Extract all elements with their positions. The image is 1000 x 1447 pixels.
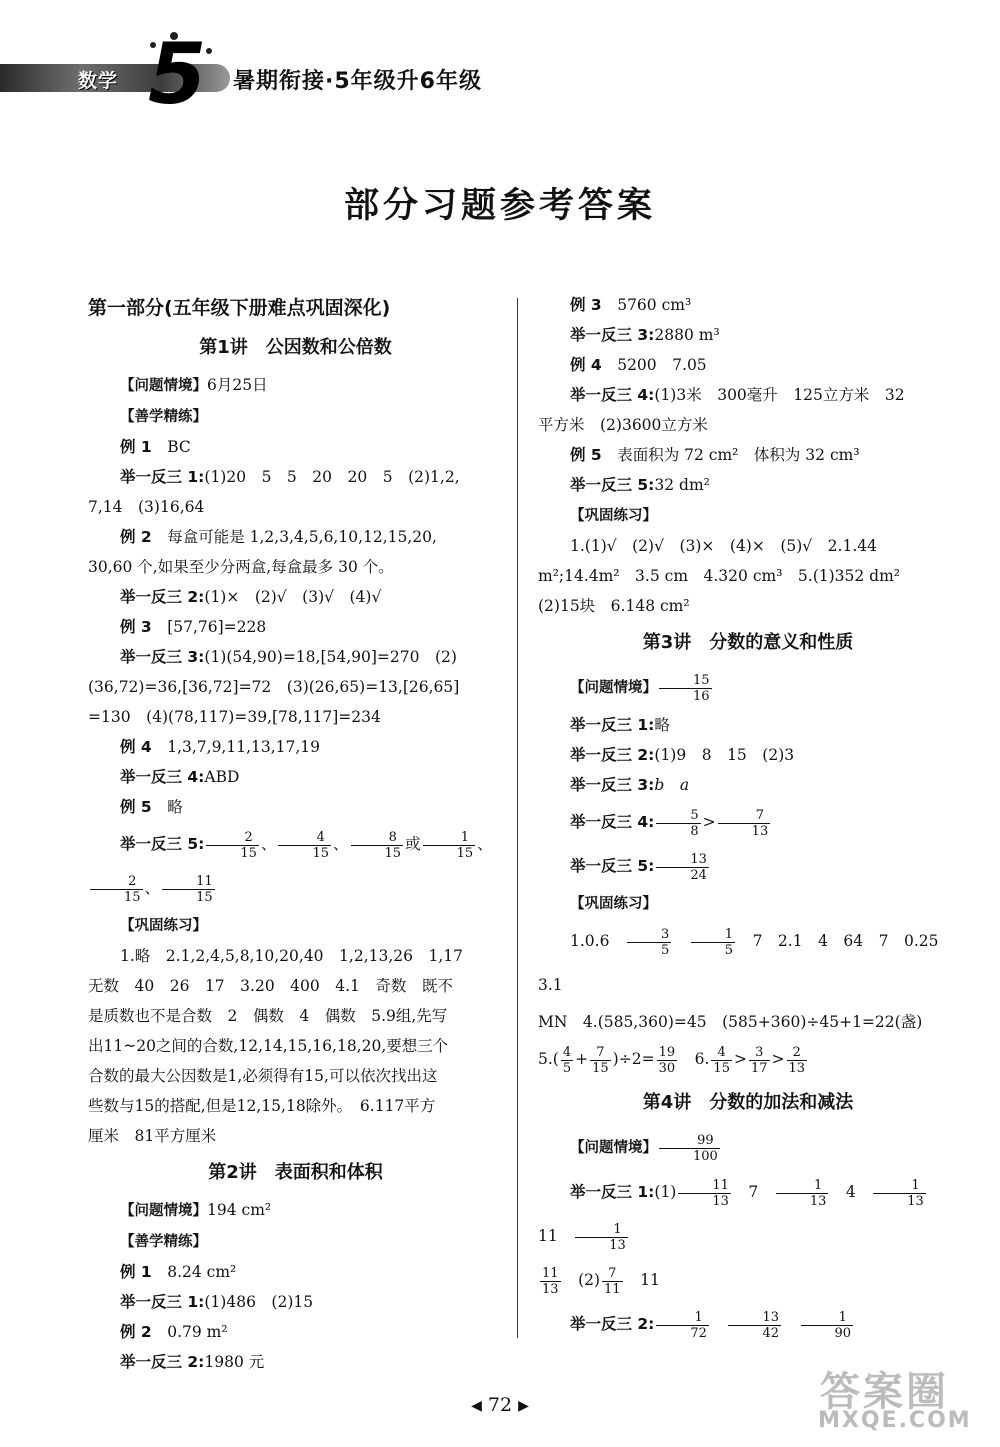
label: 举一反三 3:	[570, 326, 655, 344]
tag: 【巩固练习】	[570, 508, 657, 524]
l2-review-line: (2)15块 6.148 cm²	[538, 597, 690, 615]
triangle-left-icon: ◀	[471, 1398, 482, 1414]
answer: 略	[167, 798, 183, 816]
fraction: $\frac{3}{5}$	[627, 927, 671, 958]
l1-yfs-3-cont: =130 (4)(78,117)=39,[78,117]=234	[88, 708, 381, 726]
answer: 1,3,7,9,11,13,17,19	[167, 738, 321, 756]
answer: b a	[654, 776, 690, 794]
l2-yfs-2	[88, 1347, 503, 1377]
answer: 每盒可能是 1,2,3,4,5,6,10,12,15,20,	[167, 528, 437, 546]
answer: 194 cm²	[207, 1201, 272, 1219]
label: 举一反三 1:	[570, 1183, 655, 1201]
l2-yfs-1	[88, 1287, 503, 1317]
answer: (1)(54,90)=18,[54,90]=270 (2)	[204, 648, 457, 666]
l2-practice-tag	[88, 1226, 503, 1257]
header-title: 暑期衔接·5年级升6年级	[233, 69, 482, 94]
l3-yfs-1	[538, 710, 958, 740]
l2-review-tag	[538, 500, 958, 531]
label: 例 2	[120, 1323, 152, 1341]
page-number-value: 72	[487, 1394, 513, 1416]
label: 举一反三 1:	[120, 468, 205, 486]
fraction: $\frac{19}{30}$	[658, 1044, 676, 1076]
answer: [57,76]=228	[167, 618, 267, 636]
fraction: $\frac{1}{15}$	[423, 830, 476, 861]
answer: 5760 cm³	[617, 296, 692, 314]
watermark-url: MXQE.COM	[818, 1408, 972, 1433]
l3-yfs-3	[538, 770, 958, 800]
l1-review-tag	[88, 910, 503, 941]
lecture-3-title: 第3讲 分数的意义和性质	[642, 632, 854, 653]
label: 举一反三 1:	[570, 716, 655, 734]
fraction: $\frac{4}{15}$	[713, 1044, 730, 1076]
tag: 【问题情境】	[120, 1203, 207, 1219]
lecture-1-title: 第1讲 公因数和公倍数	[199, 337, 392, 358]
column-divider	[517, 298, 518, 1338]
label: 例 1	[120, 438, 152, 456]
fraction: $\frac{1}{5}$	[691, 927, 735, 958]
left-column	[88, 290, 503, 1377]
label: 例 5	[570, 446, 602, 464]
l2-example-5	[538, 440, 958, 470]
tag: 【巩固练习】	[570, 896, 657, 912]
watermark-logo	[810, 1360, 990, 1440]
fraction: $\frac{4}{5}$	[562, 1044, 572, 1076]
label: 举一反三 2:	[570, 1315, 655, 1333]
l1-example-5	[88, 792, 503, 822]
l3-problem-situation	[538, 665, 958, 710]
label: 举一反三 1:	[120, 1293, 205, 1311]
l2-yfs-3	[538, 320, 958, 350]
label: 举一反三 5:	[570, 476, 655, 494]
l2-yfs-4-cont: 平方米 (2)3600立方米	[538, 416, 708, 434]
l4-problem-situation	[538, 1125, 958, 1170]
fraction: $\frac{13}{24}$	[656, 852, 709, 883]
l1-review-line: 些数与15的搭配,但是12,15,18除外。 6.117平方	[88, 1097, 436, 1115]
fraction: $\frac{11}{13}$	[678, 1178, 731, 1209]
label: 例 4	[570, 356, 602, 374]
tag: 【善学精练】	[120, 409, 207, 425]
l3-review-line: 5.( $\frac{4}{5}$ + $\frac{7}{15}$ )÷2= $\frac{19}{30}$ 6. $\frac{4}{15}$ > $\frac{3}{17}$ > $\frac{2}{13}$	[538, 1044, 806, 1076]
answer: 2880 m³	[654, 326, 720, 344]
label: 举一反三 4:	[570, 813, 655, 831]
l1-yfs-1	[88, 462, 503, 492]
l2-example-1	[88, 1257, 503, 1287]
answer: 5200 7.05	[617, 356, 707, 374]
l1-practice-tag	[88, 401, 503, 432]
watermark-text: 答案圈	[820, 1369, 949, 1415]
tag: 【善学精练】	[120, 1234, 207, 1250]
l4-yfs-1-cont: $\frac{11}{13}$ (2) $\frac{7}{11}$ 11	[542, 1265, 660, 1297]
answer: 1980 元	[204, 1353, 265, 1371]
answer: 0.79 m²	[167, 1323, 228, 1341]
l1-yfs-4	[88, 762, 503, 792]
label: 举一反三 2:	[570, 746, 655, 764]
l1-review-line: 1.略 2.1,2,4,5,8,10,20,40 1,2,13,26 1,17	[120, 947, 464, 965]
label: 例 1	[120, 1263, 152, 1281]
l2-review-line: m²;14.4m² 3.5 cm 4.320 cm³ 5.(1)352 dm²	[538, 567, 900, 585]
l2-yfs-5	[538, 470, 958, 500]
label: 例 4	[120, 738, 152, 756]
fraction: $\frac{7}{15}$	[592, 1044, 609, 1076]
answer: 6月25日	[207, 376, 268, 394]
l1-review-line: 无数 40 26 17 3.20 400 4.1 奇数 既不	[88, 977, 453, 995]
tag: 【问题情境】	[570, 680, 657, 696]
answer: 略	[654, 716, 670, 734]
answer: BC	[167, 438, 191, 456]
l3-review-line: MN 4.(585,360)=45 (585+360)÷45+1=22(盏)	[538, 1013, 923, 1031]
l4-yfs-2	[538, 1302, 958, 1346]
fraction: $\frac{11}{15}$	[162, 874, 215, 905]
tag: 【巩固练习】	[120, 918, 207, 934]
l2-example-4	[538, 350, 958, 380]
label: 例 3	[120, 618, 152, 636]
fraction: $\frac{99}{100}$	[659, 1133, 720, 1164]
l1-review-line: 厘米 81平方厘米	[88, 1127, 217, 1145]
label: 举一反三 2:	[120, 1353, 205, 1371]
l2-problem-situation	[88, 1195, 503, 1226]
lecture-4-title: 第4讲 分数的加法和减法	[642, 1092, 854, 1113]
l1-yfs-3-cont: (36,72)=36,[36,72]=72 (3)(26,65)=13,[26,65]	[88, 678, 460, 696]
l2-yfs-4	[538, 380, 958, 410]
tag: 【问题情境】	[570, 1140, 657, 1156]
fraction: $\frac{1}{13}$	[873, 1178, 926, 1209]
fraction: $\frac{1}{90}$	[801, 1310, 854, 1341]
book-number-logo: 5	[148, 25, 207, 123]
l3-review-tag	[538, 888, 958, 919]
fraction: $\frac{1}{72}$	[656, 1310, 709, 1341]
label: 举一反三 4:	[570, 386, 655, 404]
fraction: $\frac{4}{15}$	[278, 830, 331, 861]
answer: (1)9 8 15 (2)3	[654, 746, 795, 764]
label: 例 3	[570, 296, 602, 314]
fraction: $\frac{1}{13}$	[776, 1178, 829, 1209]
right-column	[538, 290, 958, 1346]
label: 例 2	[120, 528, 152, 546]
page-header	[0, 25, 1000, 123]
answer: (1)3米 300毫升 125立方米 32	[654, 386, 905, 404]
label: 举一反三 3:	[120, 648, 205, 666]
decor-dot	[206, 48, 212, 54]
l1-review-line: 合数的最大公因数是1,必须得有15,可以依次找出这	[88, 1067, 438, 1085]
answer: (1)486 (2)15	[204, 1293, 314, 1311]
fraction: $\frac{13}{42}$	[728, 1310, 781, 1341]
answer: 8.24 cm²	[167, 1263, 237, 1281]
fraction: $\frac{3}{17}$	[750, 1044, 768, 1076]
fraction: $\frac{11}{13}$	[542, 1265, 559, 1297]
l1-review-line: 是质数也不是合数 2 偶数 4 偶数 5.9组,先写	[88, 1007, 448, 1025]
l1-yfs-2	[88, 582, 503, 612]
l1-yfs-5: 举一反三 5: $\frac{2}{15}$ 、 $\frac{4}{15}$ 、 $\frac{8}{15}$ 或 $\frac{1}{15}$ 、 $\frac{2}{15}$ 、 $\frac{11}{15}$	[88, 822, 503, 910]
l1-example-1	[88, 432, 503, 462]
fraction: $\frac{8}{15}$	[351, 830, 404, 861]
l2-example-3	[538, 290, 958, 320]
l1-yfs-3	[88, 642, 503, 672]
answer: (1)× (2)√ (3)√ (4)√	[204, 588, 382, 606]
l1-example-2-cont: 30,60 个,如果至少分两盒,每盒最多 30 个。	[88, 558, 394, 576]
l3-review-line: 1.0.6 $\frac{3}{5}$ $\frac{1}{5}$ 7 2.1 4 64 7 0.25 3.1	[538, 926, 955, 994]
fraction: $\frac{1}{13}$	[575, 1222, 628, 1253]
lecture-2-title: 第2讲 表面积和体积	[208, 1162, 383, 1183]
answer: 32 dm²	[654, 476, 710, 494]
label: 例 5	[120, 798, 152, 816]
l1-example-2	[88, 522, 503, 552]
label: 举一反三 5:	[570, 857, 655, 875]
triangle-right-icon: ▶	[518, 1398, 529, 1414]
l3-yfs-4: 举一反三 4: $\frac{5}{8}$ > $\frac{7}{13}$	[570, 807, 769, 839]
l1-problem-situation	[88, 370, 503, 401]
l4-yfs-1: 举一反三 1:(1) $\frac{11}{13}$ 7 $\frac{1}{13}$ 4 $\frac{1}{13}$ 11 $\frac{1}{13}$	[538, 1177, 924, 1253]
subject-label: 数学	[78, 70, 119, 92]
label: 举一反三 4:	[120, 768, 205, 786]
fraction: $\frac{2}{15}$	[206, 830, 259, 861]
fraction: $\frac{5}{8}$	[656, 808, 700, 839]
l1-yfs-1-cont: 7,14 (3)16,64	[88, 498, 205, 516]
l2-example-2	[88, 1317, 503, 1347]
label: 举一反三 2:	[120, 588, 205, 606]
fraction: $\frac{2}{13}$	[788, 1044, 806, 1076]
answer: ABD	[204, 768, 240, 786]
tag: 【问题情境】	[120, 378, 207, 394]
answer: 表面积为 72 cm² 体积为 32 cm³	[617, 446, 860, 464]
l1-example-3	[88, 612, 503, 642]
page-title: 部分习题参考答案	[343, 186, 656, 226]
fraction: $\frac{7}{11}$	[604, 1265, 621, 1297]
fraction: $\frac{7}{13}$	[718, 808, 771, 839]
l3-yfs-2	[538, 740, 958, 770]
fraction: $\frac{15}{16}$	[659, 673, 712, 704]
l1-example-4	[88, 732, 503, 762]
label: 举一反三 3:	[570, 776, 655, 794]
answer: (1)20 5 5 20 20 5 (2)1,2,	[204, 468, 460, 486]
part-heading: 第一部分(五年级下册难点巩固深化)	[88, 297, 391, 319]
l1-review-line: 出11~20之间的合数,12,14,15,16,18,20,要想三个	[88, 1037, 449, 1055]
l3-yfs-5	[538, 844, 958, 888]
label: 举一反三 5:	[120, 835, 205, 853]
l2-review-line: 1.(1)√ (2)√ (3)× (4)× (5)√ 2.1.44	[570, 537, 877, 555]
fraction: $\frac{2}{15}$	[90, 874, 143, 905]
